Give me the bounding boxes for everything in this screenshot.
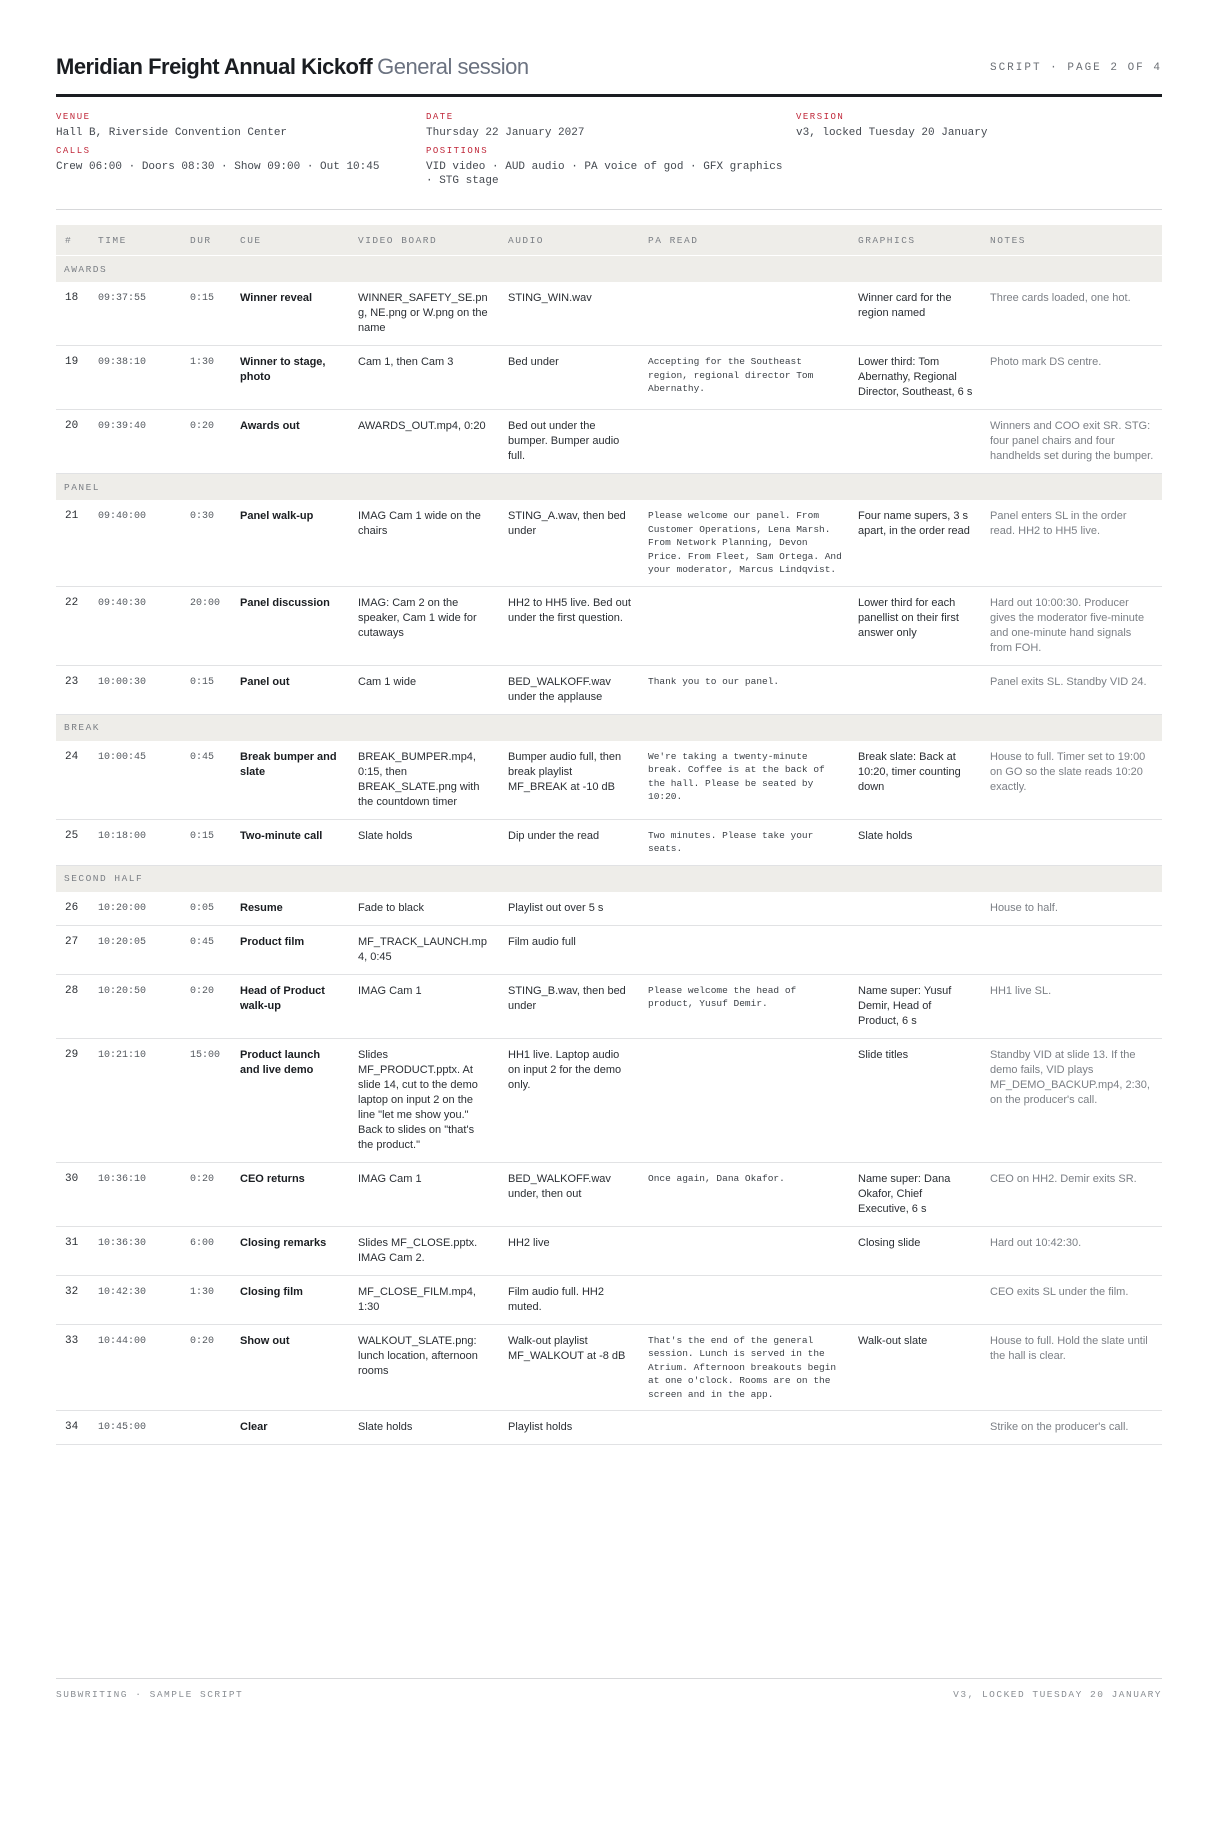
- cue-time: 10:36:10: [90, 1162, 182, 1226]
- cue-notes: Three cards loaded, one hot.: [982, 282, 1162, 346]
- cue-pa-read: [640, 1275, 850, 1324]
- cue-video: IMAG Cam 1 wide on the chairs: [350, 500, 500, 586]
- meta-rule: [56, 209, 1162, 210]
- cue-notes: Standby VID at slide 13. If the demo fails, VID plays MF_DEMO_BACKUP.mp4, 2:30, on the producer's call.: [982, 1038, 1162, 1162]
- cue-duration: 0:20: [182, 1162, 232, 1226]
- cue-audio: Bed out under the bumper. Bumper audio full.: [500, 410, 640, 474]
- section-title: AWARDS: [56, 256, 1162, 283]
- cue-number: 32: [56, 1275, 90, 1324]
- cue-time: 09:40:30: [90, 586, 182, 665]
- cue-notes: CEO on HH2. Demir exits SR.: [982, 1162, 1162, 1226]
- cue-time: 09:40:00: [90, 500, 182, 586]
- cue-time: 10:36:30: [90, 1226, 182, 1275]
- cue-graphics: [850, 1275, 982, 1324]
- cue-video: Slides MF_CLOSE.pptx. IMAG Cam 2.: [350, 1226, 500, 1275]
- cue-video: MF_CLOSE_FILM.mp4, 1:30: [350, 1275, 500, 1324]
- cue-notes: Hard out 10:00:30. Producer gives the moderator five-minute and one-minute hand signals from FOH.: [982, 586, 1162, 665]
- cue-graphics: Four name supers, 3 s apart, in the order read: [850, 500, 982, 586]
- cue-pa-read: Two minutes. Please take your seats.: [640, 819, 850, 865]
- table-row: [56, 1411, 1162, 1445]
- cue-duration: 0:15: [182, 282, 232, 346]
- section-title: SECOND HALF: [56, 865, 1162, 892]
- cue-graphics: Name super: Dana Okafor, Chief Executive, 6 s: [850, 1162, 982, 1226]
- cue-time: 10:45:00: [90, 1411, 182, 1445]
- cue-notes: Panel enters SL in the order read. HH2 to HH5 live.: [982, 500, 1162, 586]
- cue-duration: 0:15: [182, 665, 232, 714]
- cue-time: 10:00:30: [90, 665, 182, 714]
- cue-audio: Walk-out playlist MF_WALKOUT at -8 dB: [500, 1324, 640, 1411]
- cue-audio: Film audio full: [500, 925, 640, 974]
- cue-notes: Strike on the producer's call.: [982, 1411, 1162, 1445]
- cue-duration: 6:00: [182, 1226, 232, 1275]
- table-row: [56, 1038, 1162, 1162]
- cue-time: 09:37:55: [90, 282, 182, 346]
- positions-value: [426, 160, 782, 188]
- cue-audio: Bed under: [500, 346, 640, 410]
- table-row: [56, 282, 1162, 346]
- table-row: [56, 1324, 1162, 1411]
- cue-number: 21: [56, 500, 90, 586]
- cue-number: 34: [56, 1411, 90, 1445]
- cue-pa-read: [640, 282, 850, 346]
- date-value: Thursday 22 January 2027: [426, 127, 585, 139]
- meta-venue: [56, 111, 287, 140]
- cue-name: Head of Product walk-up: [232, 974, 350, 1038]
- cue-table-body: [56, 256, 1162, 1445]
- cue-audio: Playlist out over 5 s: [500, 892, 640, 926]
- col-header-cue: CUE: [232, 225, 350, 256]
- cue-video: Slate holds: [350, 1411, 500, 1445]
- cue-name: Show out: [232, 1324, 350, 1411]
- table-row: [56, 410, 1162, 474]
- cue-name: Closing film: [232, 1275, 350, 1324]
- cue-number: 22: [56, 586, 90, 665]
- cue-video: MF_TRACK_LAUNCH.mp4, 0:45: [350, 925, 500, 974]
- event-title: Meridian Freight Annual Kickoff: [56, 54, 373, 79]
- cue-name: Closing remarks: [232, 1226, 350, 1275]
- page-footer: [56, 1678, 1162, 1700]
- cue-time: 10:21:10: [90, 1038, 182, 1162]
- cue-number: 29: [56, 1038, 90, 1162]
- cue-audio: Bumper audio full, then break playlist MF_BREAK at -10 dB: [500, 741, 640, 820]
- cue-notes: [982, 819, 1162, 865]
- calls-label: CALLS: [56, 146, 91, 156]
- table-row: [56, 586, 1162, 665]
- cue-video: IMAG: Cam 2 on the speaker, Cam 1 wide for cutaways: [350, 586, 500, 665]
- table-row: [56, 1162, 1162, 1226]
- cue-duration: 0:45: [182, 741, 232, 820]
- cue-graphics: Lower third for each panellist on their first answer only: [850, 586, 982, 665]
- cue-video: Slate holds: [350, 819, 500, 865]
- cue-notes: House to full. Hold the slate until the hall is clear.: [982, 1324, 1162, 1411]
- cue-number: 28: [56, 974, 90, 1038]
- col-header-graphics: GRAPHICS: [850, 225, 982, 256]
- cue-audio: STING_B.wav, then bed under: [500, 974, 640, 1038]
- cue-name: Panel discussion: [232, 586, 350, 665]
- cue-duration: 0:20: [182, 974, 232, 1038]
- cue-graphics: Walk-out slate: [850, 1324, 982, 1411]
- cue-pa-read: We're taking a twenty-minute break. Coffee is at the back of the hall. Please be seated by 10:20.: [640, 741, 850, 820]
- cue-name: Panel walk-up: [232, 500, 350, 586]
- cue-number: 27: [56, 925, 90, 974]
- cue-duration: 0:15: [182, 819, 232, 865]
- cue-time: 10:20:05: [90, 925, 182, 974]
- cue-duration: 0:05: [182, 892, 232, 926]
- section-title: BREAK: [56, 714, 1162, 741]
- col-header-notes: NOTES: [982, 225, 1162, 256]
- cue-video: IMAG Cam 1: [350, 1162, 500, 1226]
- cue-pa-read: Please welcome our panel. From Customer Operations, Lena Marsh. From Network Planning, Devon Price. From Fleet, Sam Ortega. And your moderator, Marcus Lindqvist.: [640, 500, 850, 586]
- cue-video: Slides MF_PRODUCT.pptx. At slide 14, cut to the demo laptop on input 2 on the line "let me show you." Back to slides on "that's the product.": [350, 1038, 500, 1162]
- col-header-dur: DUR: [182, 225, 232, 256]
- cue-time: 10:00:45: [90, 741, 182, 820]
- cue-name: Product launch and live demo: [232, 1038, 350, 1162]
- table-row: [56, 346, 1162, 410]
- cue-name: Panel out: [232, 665, 350, 714]
- cue-time: 10:20:00: [90, 892, 182, 926]
- cue-audio: STING_A.wav, then bed under: [500, 500, 640, 586]
- cue-notes: CEO exits SL under the film.: [982, 1275, 1162, 1324]
- cue-number: 30: [56, 1162, 90, 1226]
- page-header: [56, 50, 1162, 90]
- cue-notes: Photo mark DS centre.: [982, 346, 1162, 410]
- cue-number: 31: [56, 1226, 90, 1275]
- cue-number: 20: [56, 410, 90, 474]
- cue-time: 09:39:40: [90, 410, 182, 474]
- cue-pa-read: [640, 1411, 850, 1445]
- cue-graphics: [850, 410, 982, 474]
- cue-notes: Panel exits SL. Standby VID 24.: [982, 665, 1162, 714]
- section-row: [56, 865, 1162, 892]
- cue-pa-read: Once again, Dana Okafor.: [640, 1162, 850, 1226]
- cue-notes: House to half.: [982, 892, 1162, 926]
- section-title: PANEL: [56, 474, 1162, 501]
- cue-graphics: Name super: Yusuf Demir, Head of Product, 6 s: [850, 974, 982, 1038]
- cue-graphics: [850, 665, 982, 714]
- cue-number: 33: [56, 1324, 90, 1411]
- cue-graphics: Slate holds: [850, 819, 982, 865]
- col-header-pa: PA READ: [640, 225, 850, 256]
- cue-graphics: Slide titles: [850, 1038, 982, 1162]
- cue-notes: [982, 925, 1162, 974]
- cue-name: Winner to stage, photo: [232, 346, 350, 410]
- cue-pa-read: [640, 410, 850, 474]
- cue-number: 24: [56, 741, 90, 820]
- col-header-audio: AUDIO: [500, 225, 640, 256]
- cue-number: 26: [56, 892, 90, 926]
- version-label: VERSION: [796, 112, 845, 122]
- cue-pa-read: Thank you to our panel.: [640, 665, 850, 714]
- table-row: [56, 741, 1162, 820]
- cue-pa-read: Accepting for the Southeast region, regional director Tom Abernathy.: [640, 346, 850, 410]
- cue-graphics: [850, 925, 982, 974]
- cue-duration: [182, 1411, 232, 1445]
- date-label: DATE: [426, 112, 454, 122]
- venue-label: VENUE: [56, 112, 91, 122]
- cue-audio: HH1 live. Laptop audio on input 2 for the demo only.: [500, 1038, 640, 1162]
- cue-duration: 0:20: [182, 1324, 232, 1411]
- cue-name: CEO returns: [232, 1162, 350, 1226]
- header-rule: [56, 94, 1162, 97]
- cue-notes: HH1 live SL.: [982, 974, 1162, 1038]
- venue-value: Hall B, Riverside Convention Center: [56, 127, 288, 139]
- cue-duration: 0:30: [182, 500, 232, 586]
- cue-audio: STING_WIN.wav: [500, 282, 640, 346]
- cue-graphics: Closing slide: [850, 1226, 982, 1275]
- cue-duration: 0:20: [182, 410, 232, 474]
- cue-time: 10:20:50: [90, 974, 182, 1038]
- cue-name: Two-minute call: [232, 819, 350, 865]
- cue-table: [56, 225, 1162, 1445]
- cue-video: WINNER_SAFETY_SE.png, NE.png or W.png on the name: [350, 282, 500, 346]
- cue-notes: Hard out 10:42:30.: [982, 1226, 1162, 1275]
- meta-calls: [56, 145, 379, 174]
- cue-number: 25: [56, 819, 90, 865]
- section-row: [56, 714, 1162, 741]
- cue-pa-read: [640, 892, 850, 926]
- cue-audio: BED_WALKOFF.wav under the applause: [500, 665, 640, 714]
- table-row: [56, 1226, 1162, 1275]
- page-title: [56, 54, 529, 80]
- cue-pa-read: Please welcome the head of product, Yusuf Demir.: [640, 974, 850, 1038]
- table-row: [56, 500, 1162, 586]
- cue-duration: 20:00: [182, 586, 232, 665]
- cue-name: Winner reveal: [232, 282, 350, 346]
- cue-audio: HH2 to HH5 live. Bed out under the first question.: [500, 586, 640, 665]
- cue-time: 10:42:30: [90, 1275, 182, 1324]
- table-row: [56, 892, 1162, 926]
- cue-pa-read: [640, 1038, 850, 1162]
- positions-label: POSITIONS: [426, 146, 489, 156]
- positions-line-1: VID video · AUD audio · PA voice of god · GFX graphics: [426, 161, 783, 173]
- table-header-row: [56, 225, 1162, 256]
- cue-graphics: [850, 892, 982, 926]
- page-indicator: SCRIPT · PAGE 2 OF 4: [989, 62, 1162, 74]
- cue-video: WALKOUT_SLATE.png: lunch location, afternoon rooms: [350, 1324, 500, 1411]
- positions-line-2: · STG stage: [426, 175, 499, 187]
- cue-notes: House to full. Timer set to 19:00 on GO so the slate reads 10:20 exactly.: [982, 741, 1162, 820]
- cue-graphics: Break slate: Back at 10:20, timer counting down: [850, 741, 982, 820]
- cue-graphics: Winner card for the region named: [850, 282, 982, 346]
- meta-version: [796, 111, 987, 140]
- footer-left: SUBWRITING · SAMPLE SCRIPT: [56, 1689, 244, 1700]
- cue-name: Break bumper and slate: [232, 741, 350, 820]
- cue-video: AWARDS_OUT.mp4, 0:20: [350, 410, 500, 474]
- table-row: [56, 819, 1162, 865]
- footer-right: V3, LOCKED TUESDAY 20 JANUARY: [953, 1689, 1162, 1700]
- meta-date: [426, 111, 584, 140]
- cue-number: 19: [56, 346, 90, 410]
- table-row: [56, 974, 1162, 1038]
- cue-name: Clear: [232, 1411, 350, 1445]
- cue-name: Awards out: [232, 410, 350, 474]
- version-value: v3, locked Tuesday 20 January: [796, 127, 988, 139]
- cue-number: 23: [56, 665, 90, 714]
- cue-pa-read: That's the end of the general session. Lunch is served in the Atrium. Afternoon breakouts begin at one o'clock. Rooms are on the screen and in the app.: [640, 1324, 850, 1411]
- cue-video: Cam 1, then Cam 3: [350, 346, 500, 410]
- cue-time: 09:38:10: [90, 346, 182, 410]
- section-row: [56, 256, 1162, 283]
- cue-video: Fade to black: [350, 892, 500, 926]
- table-row: [56, 925, 1162, 974]
- cue-duration: 1:30: [182, 1275, 232, 1324]
- section-row: [56, 474, 1162, 501]
- cue-audio: Playlist holds: [500, 1411, 640, 1445]
- cue-graphics: Lower third: Tom Abernathy, Regional Director, Southeast, 6 s: [850, 346, 982, 410]
- cue-video: IMAG Cam 1: [350, 974, 500, 1038]
- col-header-time: TIME: [90, 225, 182, 256]
- cue-number: 18: [56, 282, 90, 346]
- cue-duration: 1:30: [182, 346, 232, 410]
- table-row: [56, 665, 1162, 714]
- col-header-num: #: [56, 225, 90, 256]
- table-row: [56, 1275, 1162, 1324]
- calls-value: Crew 06:00 · Doors 08:30 · Show 09:00 · Out 10:45: [56, 161, 380, 173]
- cue-audio: HH2 live: [500, 1226, 640, 1275]
- col-header-video: VIDEO BOARD: [350, 225, 500, 256]
- cue-name: Resume: [232, 892, 350, 926]
- cue-duration: 15:00: [182, 1038, 232, 1162]
- cue-time: 10:18:00: [90, 819, 182, 865]
- meta-positions: [426, 145, 782, 188]
- cue-pa-read: [640, 586, 850, 665]
- cue-name: Product film: [232, 925, 350, 974]
- cue-notes: Winners and COO exit SR. STG: four panel chairs and four handhelds set during the bumper.: [982, 410, 1162, 474]
- cue-pa-read: [640, 1226, 850, 1275]
- cue-video: Cam 1 wide: [350, 665, 500, 714]
- cue-audio: Film audio full. HH2 muted.: [500, 1275, 640, 1324]
- cue-audio: Dip under the read: [500, 819, 640, 865]
- cue-duration: 0:45: [182, 925, 232, 974]
- cue-audio: BED_WALKOFF.wav under, then out: [500, 1162, 640, 1226]
- cue-time: 10:44:00: [90, 1324, 182, 1411]
- session-subtitle: General session: [377, 54, 529, 79]
- cue-pa-read: [640, 925, 850, 974]
- cue-graphics: [850, 1411, 982, 1445]
- cue-video: BREAK_BUMPER.mp4, 0:15, then BREAK_SLATE.png with the countdown timer: [350, 741, 500, 820]
